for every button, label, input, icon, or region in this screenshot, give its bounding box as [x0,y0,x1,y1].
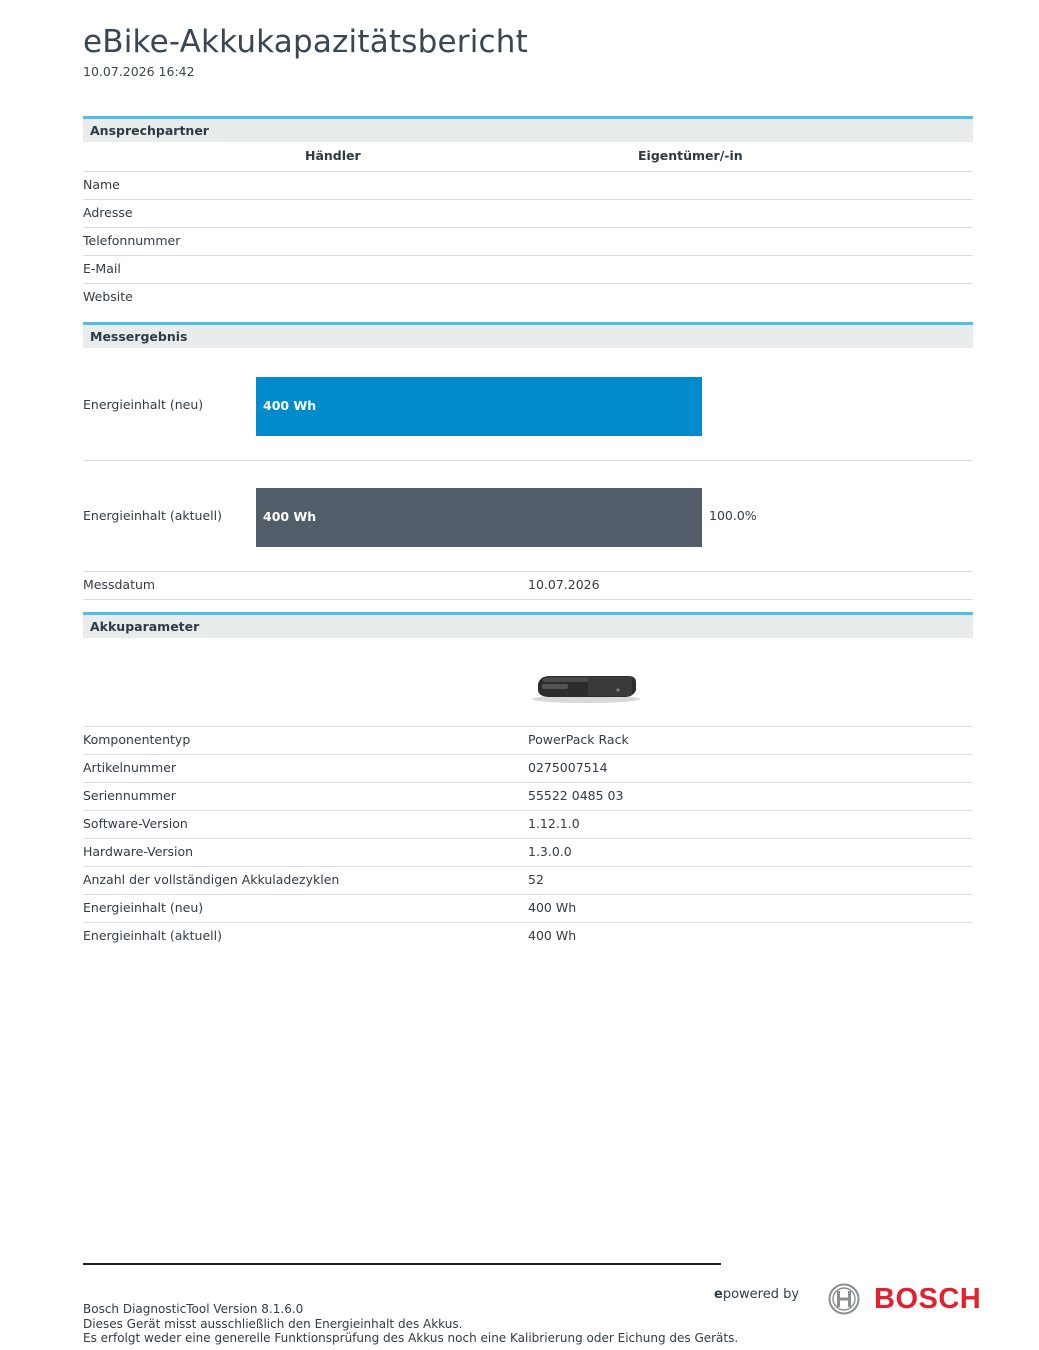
bosch-armature-logo-icon [828,1283,860,1315]
param-row [83,811,973,839]
param-row [83,755,973,783]
param-row [83,895,973,923]
divider [83,460,973,461]
param-label: Artikelnummer [83,760,177,775]
battery-pack-image [528,670,644,706]
footer-rule [83,1263,721,1265]
contact-row-website [83,284,973,312]
tool-version: Bosch DiagnosticTool Version 8.1.6.0 [83,1302,304,1316]
energy-new-bar [256,377,702,436]
disclaimer-line-1: Dieses Gerät misst ausschließlich den Energieinhalt des Akkus. [83,1317,463,1331]
section-measurement-title: Messergebnis [90,329,188,344]
contact-label: E-Mail [83,261,121,276]
contact-row-phone [83,228,973,256]
param-row [83,727,973,755]
energy-current-percent: 100.0% [709,508,757,523]
energy-new-label: Energieinhalt (neu) [83,397,204,412]
param-value: 400 Wh [528,928,577,943]
powered-prefix: e [714,1287,723,1302]
contact-row-email [83,256,973,284]
param-label: Energieinhalt (aktuell) [83,928,222,943]
param-value: 55522 0485 03 [528,788,624,803]
column-owner: Eigentümer/-in [638,148,743,163]
param-value: 400 Wh [528,900,577,915]
contact-label: Adresse [83,205,133,220]
energy-current-label: Energieinhalt (aktuell) [83,508,222,523]
powered-text: powered by [722,1287,800,1302]
section-measurement-header [83,322,973,348]
section-contacts-header [83,116,973,142]
param-value: 52 [528,872,544,887]
param-value: 1.3.0.0 [528,844,572,859]
contact-label: Website [83,289,133,304]
section-contacts-title: Ansprechpartner [90,123,209,138]
page-title: eBike-Akkukapazitätsbericht [83,24,528,60]
contact-label: Name [83,177,120,192]
param-row [83,783,973,811]
bosch-wordmark: BOSCH [874,1283,982,1315]
section-battery-header [83,612,973,638]
column-dealer: Händler [305,148,361,163]
contact-row-name [83,172,973,200]
energy-new-value: 400 Wh [263,398,317,413]
param-label: Komponententyp [83,732,191,747]
param-label: Software-Version [83,816,188,831]
param-value: 0275007514 [528,760,608,775]
energy-current-value: 400 Wh [263,509,317,524]
contact-row-address [83,200,973,228]
param-value: 1.12.1.0 [528,816,580,831]
contact-label: Telefonnummer [83,233,181,248]
param-row [83,839,973,867]
energy-current-bar [256,488,702,547]
param-row [83,867,973,895]
measurement-date-value: 10.07.2026 [528,577,600,592]
powered-by [714,1287,799,1302]
section-battery-title: Akkuparameter [90,619,200,634]
param-row [83,923,973,951]
measurement-date-row [83,572,973,600]
param-value: PowerPack Rack [528,732,629,747]
param-label: Anzahl der vollständigen Akkuladezyklen [83,872,340,887]
disclaimer-line-2: Es erfolgt weder eine generelle Funktionsprüfung des Akkus noch eine Kalibrierung oder Eichung des Geräts. [83,1331,739,1345]
param-label: Hardware-Version [83,844,194,859]
param-label: Seriennummer [83,788,176,803]
param-label: Energieinhalt (neu) [83,900,204,915]
report-datetime: 10.07.2026 16:42 [83,64,195,79]
measurement-date-label: Messdatum [83,577,156,592]
